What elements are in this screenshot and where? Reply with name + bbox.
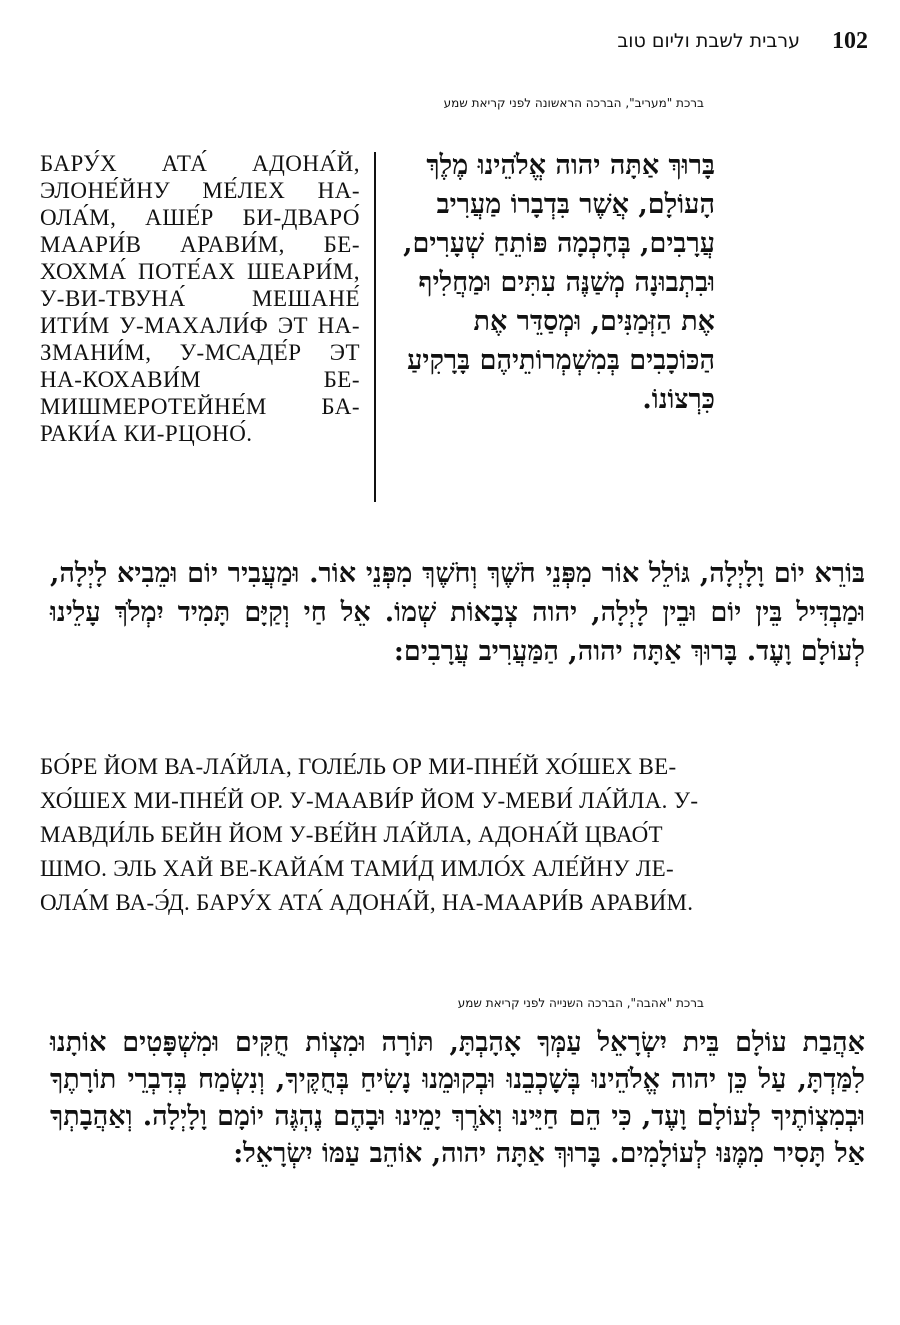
page-header: [0, 28, 900, 62]
running-title: ערבית לשבת וליום טוב: [617, 30, 800, 52]
transliteration-bore-yom-paragraph: БО́РЕ ЙОМ ВА-ЛА́ЙЛА, ГОЛЕ́ЛЬ ОР МИ-ПНЕ́Й ХО́ШЕХ ВЕ-ХО́ШЕХ МИ-ПНЕ́Й ОР. У-МААВИ́Р ЙОМ У-МЕВИ́ ЛА́ЙЛА. У-МАВДИ́ЛЬ БЕЙН ЙОМ У-ВЕ́ЙН ЛА́ЙЛА, АДОНА́Й ЦВАО́Т ШМО. ЭЛЬ ХАЙ ВЕ-КАЙА́М ТАМИ́Д ИМЛО́Х АЛЕ́ЙНУ ЛЕ-ОЛА́М ВА-Э́Д. БАРУ́Х АТА́ АДОНА́Й, HА-МААРИ́В АРАВИ́М.: [40, 754, 699, 915]
section-caption-maariv: ברכת "מעריב", הברכה הראשונה לפני קריאת שמע: [443, 96, 704, 110]
column-divider: [374, 152, 376, 502]
hebrew-bore-yom-paragraph: בּוֹרֵא יוֹם וָלָיְלָה, גּוֹלֵל אוֹר מִפְּנֵי חֹשֶׁךְ וְחֹשֶׁךְ מִפְּנֵי אוֹר. וּמַעֲבִיר יוֹם וּמֵבִיא לָיְלָה, וּמַבְדִּיל בֵּין יוֹם וּבֵין לָיְלָה, יהוה צְבָאוֹת שְׁמוֹ. אֵל חַי וְקַיָּם תָּמִיד יִמְלֹךְ עָלֵינוּ לְעוֹלָם וָעֶד. בָּרוּךְ אַתָּה יהוה, הַמַּעֲרִיב עֲרָבִים:: [50, 558, 865, 667]
transliteration-maariv-blessing: БАРУ́Х АТА́ АДОНА́Й, ЭЛОHЕ́ЙНУ МЕ́ЛЕХ HА-ОЛА́М, АШЕ́Р БИ-ДВАРО́ МААРИ́В АРАВИ́М, БЕ-ХОХМА́ ПОТЕ́АХ ШЕАРИ́М, У-ВИ-ТВУНА́ МЕШАНЕ́ ИТИ́М У-МАХАЛИ́Ф ЭТ HА-ЗМАНИ́М, У-МСАДЕ́Р ЭТ HА-КОХАВИ́М БЕ-МИШМЕРОТЕЙHЕ́М БА-РАКИ́А КИ-РЦОНО́.: [40, 151, 360, 446]
hebrew-ahavat-olam-paragraph: אַהֲבַת עוֹלָם בֵּית יִשְׂרָאֵל עַמְּךָ אָהָבְתָּ, תּוֹרָה וּמִצְוֹת חֻקִּים וּמִשְׁפָּטִים אוֹתָנוּ לִמַּדְתָּ, עַל כֵּן יהוה אֱלֹהֵינוּ בְּשָׁכְבֵנוּ וּבְקוּמֵנוּ נָשִׂיחַ בְּחֻקֶּיךָ, וְנִשְׂמַח בְּדִבְרֵי תוֹרָתֶךָ וּבְמִצְוֹתֶיךָ לְעוֹלָם וָעֶד, כִּי הֵם חַיֵּינוּ וְאֹרֶךְ יָמֵינוּ וּבָהֶם נֶהְגֶּה יוֹמָם וָלָיְלָה. וְאַהֲבָתְךָ אַל תָּסִיר מִמֶּנּוּ לְעוֹלָמִים. בָּרוּךְ אַתָּה יהוה, אוֹהֵב עַמּוֹ יִשְׂרָאֵל:: [50, 1027, 865, 1169]
hebrew-maariv-blessing: בָּרוּךְ אַתָּה יהוה אֱלֹהֵינוּ מֶלֶךְ הָעוֹלָם, אֲשֶׁר בִּדְבָרוֹ מַעֲרִיב עֲרָבִים, בְּחָכְמָה פּוֹתֵחַ שְׁעָרִים, וּבִתְבוּנָה מְשַׁנֶּה עִתִּים וּמַחֲלִיף אֶת הַזְּמַנִּים, וּמְסַדֵּר אֶת הַכּוֹכָבִים בְּמִשְׁמְרוֹתֵיהֶם בָּרָקִיעַ כִּרְצוֹנוֹ.: [403, 150, 715, 415]
section-caption-ahava: ברכת "אהבה", הברכה השנייה לפני קריאת שמע: [457, 996, 704, 1010]
page-number: 102: [832, 28, 868, 54]
